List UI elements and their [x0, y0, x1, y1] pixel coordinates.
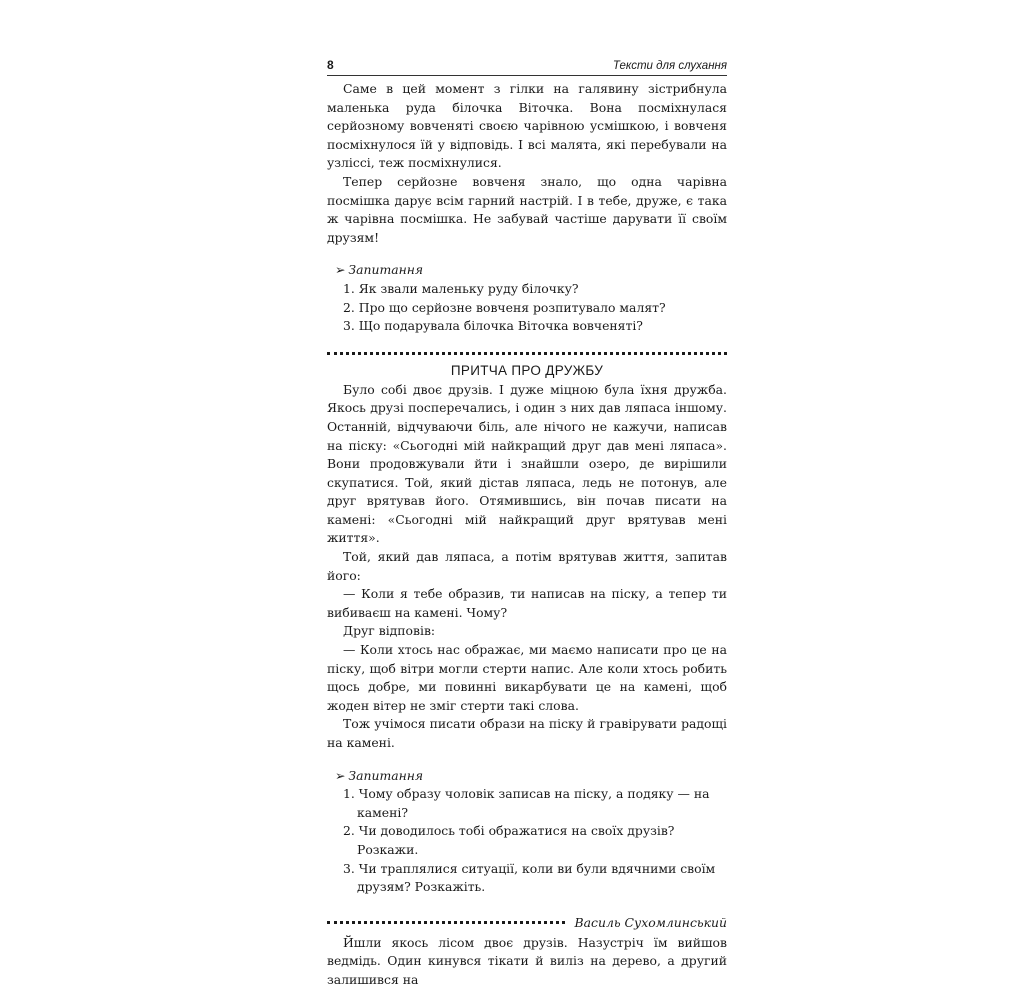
questions-list	[327, 280, 727, 336]
book-page	[327, 58, 727, 990]
question-item: 3. Що подарувала білочка Віточка вовченяті?	[343, 318, 643, 334]
question-item: 1. Чому образу чоловік записав на піску, а подяку — на камені?	[343, 786, 710, 820]
question-item: 1. Як звали маленьку руду білочку?	[343, 280, 579, 296]
paragraph: Друг відповів:	[343, 623, 436, 639]
question-item: 2. Чи доводилось тобі ображатися на своїх друзів? Розкажи.	[343, 823, 675, 857]
question-item: 2. Про що серйозне вовченя розпитувало малят?	[343, 299, 666, 315]
paragraph: Тепер серйозне вовченя знало, що одна чарівна посмішка дарує всім гарний настрій. І в тебе, друже, є така ж чарівна посмішка. Не забувай частіше дарувати її своїм друзям!	[327, 173, 727, 245]
question-item: 3. Чи траплялися ситуації, коли ви були вдячними своїм друзям? Розкажіть.	[343, 860, 716, 895]
paragraph: Йшли якось лісом двоє друзів. Назустріч їм вийшов ведмідь. Один кинувся тікати й виліз на дерево, а другий залишився на	[327, 934, 727, 987]
paragraph: Тож учімося писати образи на піску й гравірувати радощі на камені.	[327, 716, 727, 750]
paragraph: — Коли я тебе образив, ти написав на піску, а тепер ти вибиваєш на камені. Чому?	[327, 586, 727, 620]
page-content	[327, 76, 727, 990]
paragraph: — Коли хтось нас ображає, ми маємо написати про це на піску, щоб вітри могли стерти напис. Але коли хтось робить щось добре, ми повинні викарбувати це на камені, щоб жоден вітер не зміг стерти такі слова.	[327, 642, 727, 713]
author-name: Василь Сухомлинський	[574, 914, 727, 930]
page-number: 8	[327, 58, 334, 72]
questions-heading: ➢ Запитання	[335, 262, 424, 278]
questions-heading: ➢ Запитання	[335, 767, 424, 783]
dotted-divider	[327, 921, 565, 924]
arrowhead-right-icon: ➢	[335, 262, 346, 278]
paragraph: Той, який дав ляпаса, а потім врятував життя, запитав його:	[327, 549, 727, 583]
paragraph: Саме в цей момент з гілки на галявину зістрибнула маленька руда білочка Віточка. Вона посміхнулася серйозному вовченяті своєю чарівною усмішкою, і вовченя посміхнулося їй у відповідь. І всі малята, які перебували на узліссі, теж посміхнулися.	[327, 81, 727, 171]
story-title: ПРИТЧА ПРО ДРУЖБУ	[450, 362, 604, 378]
running-title: Тексти для слухання	[612, 60, 727, 72]
dotted-divider	[327, 352, 727, 355]
questions-list	[327, 785, 727, 897]
arrowhead-right-icon: ➢	[335, 767, 346, 783]
paragraph: Було собі двоє друзів. І дуже міцною була їхня дружба. Якось друзі посперечались, і один з них дав ляпаса іншому. Останній, відчуваючи біль, але нічого не кажучи, написав на піску: «Сьогодні мій найкращий друг дав мені ляпаса». Вони продовжували йти і знайшли озеро, де вирішили скупатися. Той, який дістав ляпаса, ледь не потонув, але друг врятував його. Отямившись, він почав писати на камені: «Сьогодні мій найкращий друг врятував мені життя».	[327, 381, 727, 546]
author-divider	[327, 915, 727, 930]
page-header	[327, 58, 727, 76]
